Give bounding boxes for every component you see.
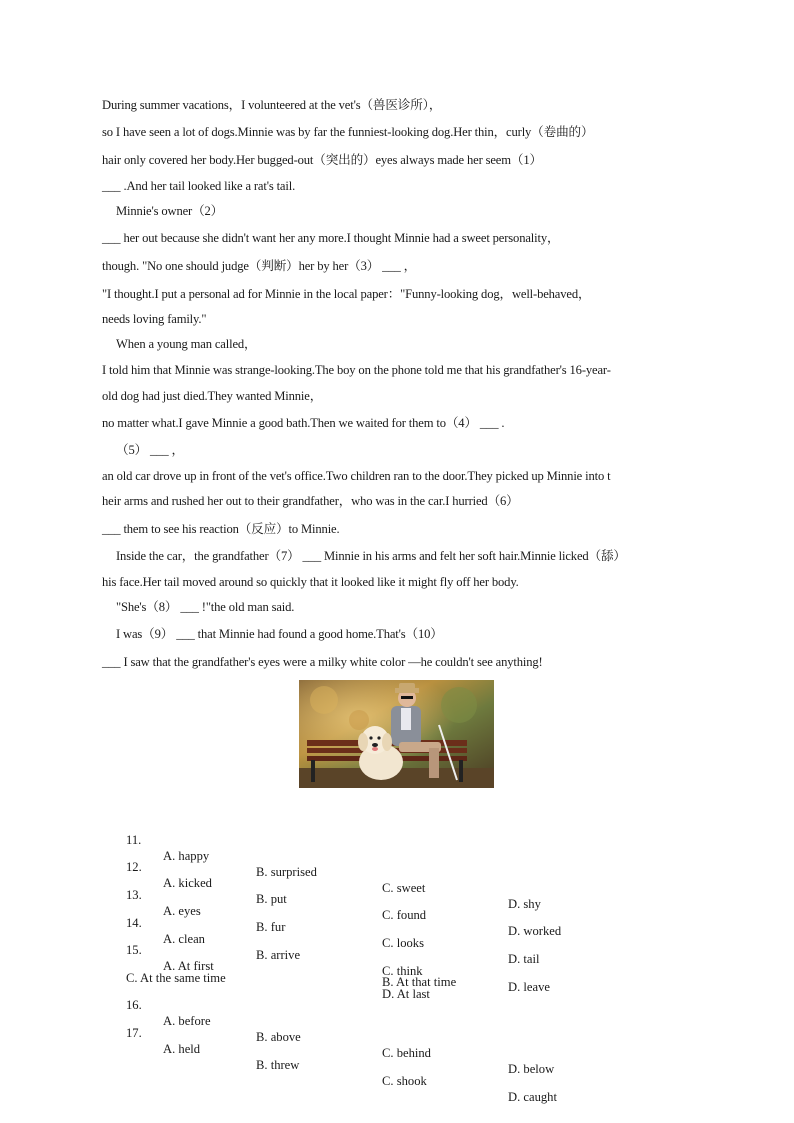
passage-line: ___ I saw that the grandfather's eyes were a milky white color —he couldn't see anything! — [102, 655, 543, 669]
option-a: A. held — [163, 1042, 201, 1056]
option-b: B. threw — [256, 1058, 300, 1072]
passage-line: （5） ___ ， — [116, 443, 184, 457]
passage-line: When a young man called， — [116, 337, 257, 351]
passage-line: Inside the car，the grandfather（7） ___ Minnie in his arms and felt her soft hair.Minnie licked（舔） — [116, 549, 626, 563]
option-d: D. leave — [508, 980, 550, 994]
option-a: A. happy — [163, 849, 210, 863]
option-d: D. worked — [508, 924, 562, 938]
question-number: 15. — [126, 943, 142, 957]
passage-line: I was（9） ___ that Minnie had found a good home.That's（10） — [116, 627, 443, 641]
passage-line: heir arms and rushed her out to their grandfather，who was in the car.I hurried（6） — [102, 494, 519, 508]
option-b: B. arrive — [256, 948, 301, 962]
option-row — [0, 1009, 794, 1121]
passage-line: I told him that Minnie was strange-looking.The boy on the phone told me that his grandfather's 16-year- — [102, 363, 611, 377]
option-a: A. kicked — [163, 876, 212, 890]
question-number: 12. — [126, 860, 142, 874]
passage-line: Minnie's owner（2） — [116, 204, 224, 218]
option-c: C. sweet — [382, 881, 426, 895]
passage-line: "She's（8） ___ !"the old man said. — [116, 600, 295, 614]
option-a: A. clean — [163, 932, 205, 946]
passage-line: his face.Her tail moved around so quickly that it looked like it might fly off her body. — [102, 575, 519, 589]
option-c: C. behind — [382, 1046, 431, 1060]
option-b: B. put — [256, 892, 287, 906]
passage-line: no matter what.I gave Minnie a good bath.Then we waited for them to（4） ___ . — [102, 416, 505, 430]
option-b: B. above — [256, 1030, 301, 1044]
option-b: B. fur — [256, 920, 286, 934]
passage-line: "I thought.I put a personal ad for Minnie in the local paper："Funny-looking dog，well-behaved， — [102, 287, 591, 301]
question-number: 17. — [126, 1026, 142, 1040]
question-number: 16. — [126, 998, 142, 1012]
passage-line: ___ .And her tail looked like a rat's tail. — [102, 179, 296, 193]
option-d: D. tail — [508, 952, 540, 966]
passage-line: During summer vacations，I volunteered at the vet's（兽医诊所）， — [102, 98, 442, 112]
option-b: B. surprised — [256, 865, 317, 879]
option-b: B. At that time — [382, 975, 457, 989]
passage-line: though. "No one should judge（判断）her by her（3） ___ ， — [102, 259, 417, 273]
passage-line: ___ them to see his reaction（反应）to Minnie. — [102, 522, 340, 536]
option-c: C. At the same time — [126, 971, 226, 985]
option-c: C. looks — [382, 936, 424, 950]
passage-line: old dog had just died.They wanted Minnie， — [102, 389, 323, 403]
option-d: D. below — [508, 1062, 555, 1076]
passage-line: ___ her out because she didn't want her any more.I thought Minnie had a sweet personality， — [102, 231, 560, 245]
passage-line: hair only covered her body.Her bugged-out（突出的）eyes always made her seem（1） — [102, 153, 542, 167]
option-c: C. found — [382, 908, 427, 922]
passage-line: needs loving family." — [102, 312, 207, 326]
option-a: A. before — [163, 1014, 211, 1028]
option-c: C. think — [382, 964, 423, 978]
option-a: A. eyes — [163, 904, 201, 918]
question-number: 11. — [126, 833, 142, 847]
question-number: 14. — [126, 916, 142, 930]
option-d: D. shy — [508, 897, 541, 911]
option-a: A. At first — [163, 959, 214, 973]
option-d: D. caught — [508, 1090, 557, 1104]
passage-line: an old car drove up in front of the vet's office.Two children ran to the door.They picked up Minnie into t — [102, 469, 611, 483]
passage-line: so I have seen a lot of dogs.Minnie was by far the funniest-looking dog.Her thin，curly（卷曲的） — [102, 125, 594, 139]
photo-old-man-with-dog — [299, 680, 494, 788]
option-c: C. shook — [382, 1074, 427, 1088]
question-number: 13. — [126, 888, 142, 902]
option-d: D. At last — [382, 987, 430, 1001]
